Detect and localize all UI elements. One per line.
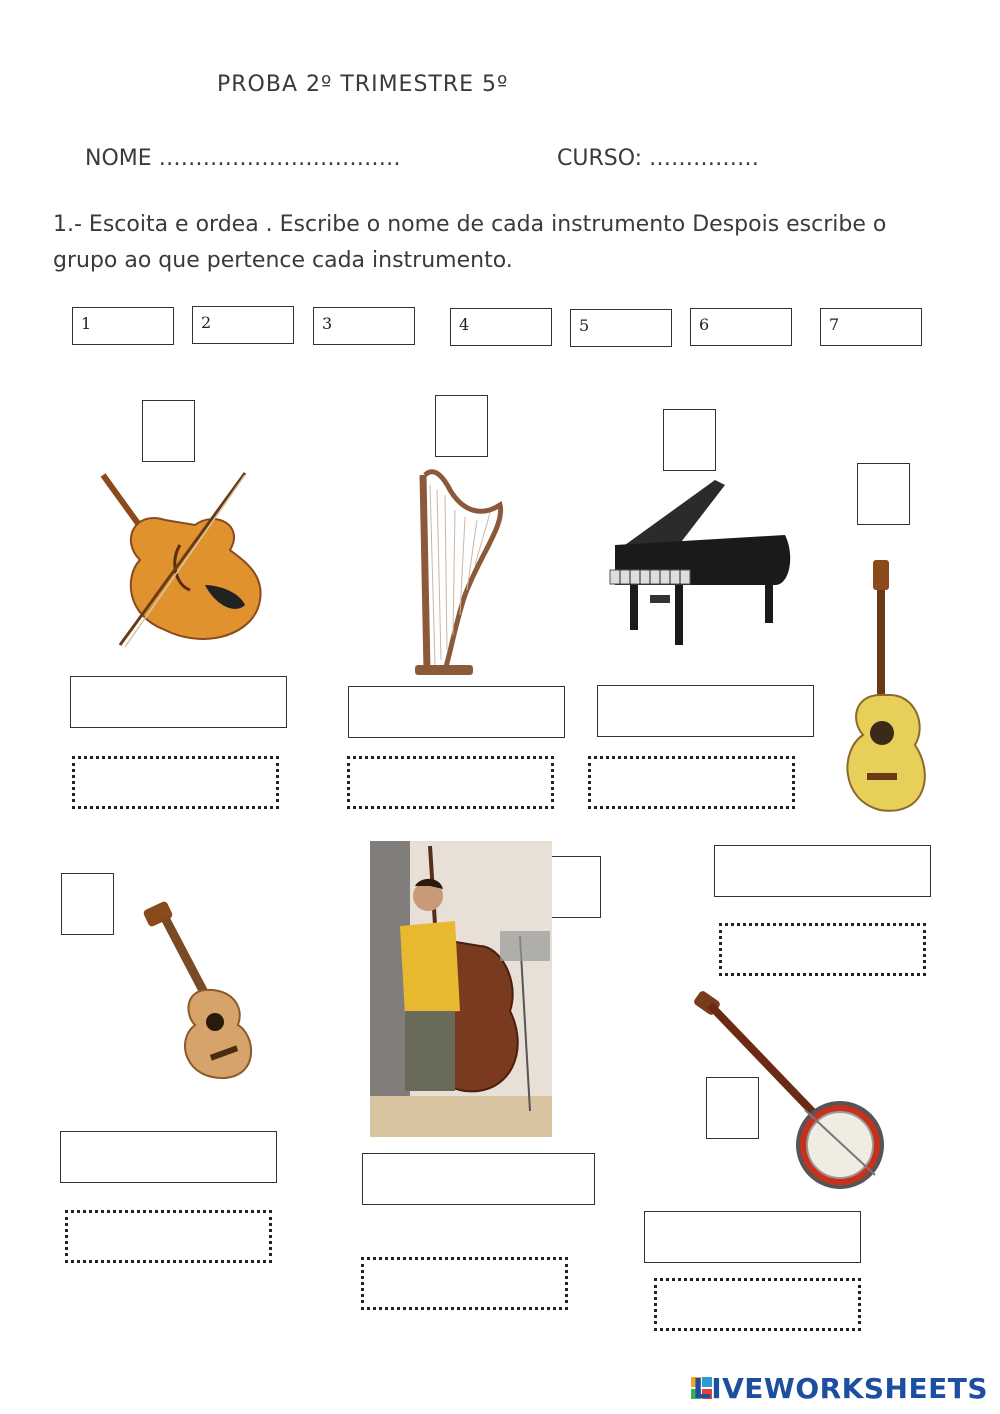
piano-group-box[interactable] <box>588 756 795 809</box>
name-line: NOME …………………………… <box>85 146 401 171</box>
order-box-7[interactable] <box>820 308 922 346</box>
order-box-number: 7 <box>829 315 840 334</box>
order-box-1[interactable] <box>72 307 174 345</box>
ukulele-image <box>140 900 260 1085</box>
order-box-number: 6 <box>699 315 710 334</box>
piano-name-box[interactable] <box>597 685 814 737</box>
harp-image <box>405 465 515 680</box>
violin-group-box[interactable] <box>72 756 279 809</box>
order-box-5[interactable] <box>570 309 672 347</box>
order-box-3[interactable] <box>313 307 415 345</box>
guitar-image <box>835 555 940 820</box>
violin-image <box>95 465 270 660</box>
banjo-group-box[interactable] <box>654 1278 861 1331</box>
order-box-number: 3 <box>322 314 333 333</box>
ukulele-group-box[interactable] <box>65 1210 272 1263</box>
violin-name-box[interactable] <box>70 676 287 728</box>
liveworksheets-brand: LIVEWORKSHEETS <box>692 1372 988 1405</box>
guitar-name-box[interactable] <box>714 845 931 897</box>
order-box-number: 5 <box>579 316 590 335</box>
guitar-group-box[interactable] <box>719 923 926 976</box>
harp-order-square[interactable] <box>435 395 488 457</box>
curso-line: CURSO: …………… <box>557 146 760 171</box>
grand-piano-image <box>605 475 795 655</box>
question-instructions: 1.- Escoita e ordea . Escribe o nome de cada instrumento Despois escribe o grupo ao que pertence cada instrumento. <box>53 212 887 273</box>
order-box-number: 4 <box>459 315 470 334</box>
double-bass-name-box[interactable] <box>362 1153 595 1205</box>
harp-group-box[interactable] <box>347 756 554 809</box>
ukulele-order-square[interactable] <box>61 873 114 935</box>
double-bass-order-square[interactable] <box>548 856 601 918</box>
guitar-order-square[interactable] <box>857 463 910 525</box>
order-box-6[interactable] <box>690 308 792 346</box>
violin-order-square[interactable] <box>142 400 195 462</box>
order-box-4[interactable] <box>450 308 552 346</box>
harp-name-box[interactable] <box>348 686 565 738</box>
order-box-number: 2 <box>201 313 212 332</box>
ukulele-name-box[interactable] <box>60 1131 277 1183</box>
piano-order-square[interactable] <box>663 409 716 471</box>
double-bass-group-box[interactable] <box>361 1257 568 1310</box>
worksheet-title: PROBA 2º TRIMESTRE 5º <box>217 72 509 97</box>
order-box-number: 1 <box>81 314 92 333</box>
banjo-name-box[interactable] <box>644 1211 861 1263</box>
banjo-image <box>690 990 890 1205</box>
order-box-2[interactable] <box>192 306 294 344</box>
double-bass-player-image <box>370 841 552 1137</box>
